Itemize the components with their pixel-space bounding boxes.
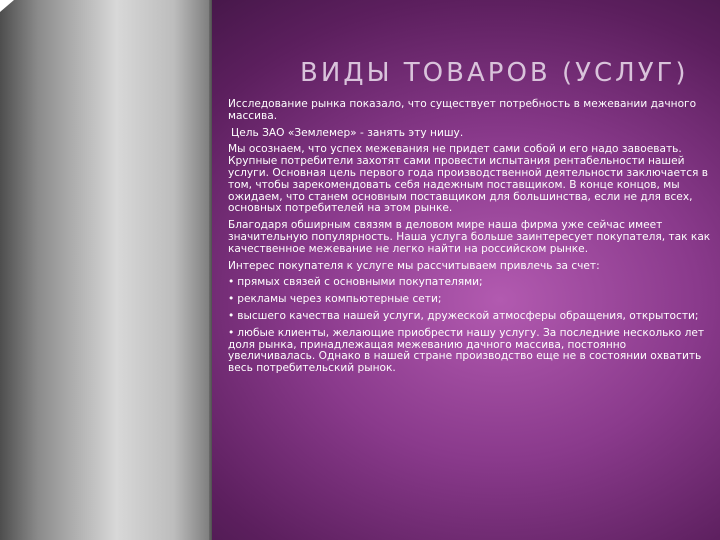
paragraph-interest: Интерес покупателя к услуге мы рассчитываем привлечь за счет:: [228, 259, 600, 272]
paragraph-connections: Благодаря обширным связям в деловом мире наша фирма уже сейчас имеет значительную популярность. Наша услуга больше заинтересует покупателя, так как качественное межевание не легко найти на российском рынке.: [228, 219, 711, 255]
paragraph-research: Исследование рынка показало, что существует потребность в межевании дачного массива.: [228, 98, 697, 122]
slide-title: ВИДЫ ТОВАРОВ (УСЛУГ): [300, 58, 689, 88]
bullet-direct-links: • прямых связей с основными покупателями;: [228, 277, 715, 289]
bullet-clients: • любые клиенты, желающие приобрести нашу услугу. За последние несколько лет доля рынка, принадлежащая межеванию дачного массива, постоянно увеличивалась. Однако в нашей стране производство еще не в состоянии охватить весь потребительский рынок.: [228, 328, 715, 375]
left-gray-panel: [0, 0, 212, 540]
paragraph-goal: Цель ЗАО «Землемер» - занять эту нишу.: [231, 126, 464, 139]
slide-body: [228, 99, 715, 380]
bullet-quality: • высшего качества нашей услуги, дружеской атмосферы обращения, открытости;: [228, 311, 715, 323]
paragraph-success: Мы осознаем, что успех межевания не придет сами собой и его надо завоевать. Крупные потребители захотят сами провести испытания рентабельности нашей услуги. Основная цель первого года производственной деятельности заключается в том, чтобы зарекомендовать себя надежным поставщиком. В конце концов, мы ожидаем, что станем основным поставщиком для большинства, если не для всех, основных потребителей на этом рынке.: [228, 143, 709, 215]
bullet-advertising: • рекламы через компьютерные сети;: [228, 294, 715, 306]
